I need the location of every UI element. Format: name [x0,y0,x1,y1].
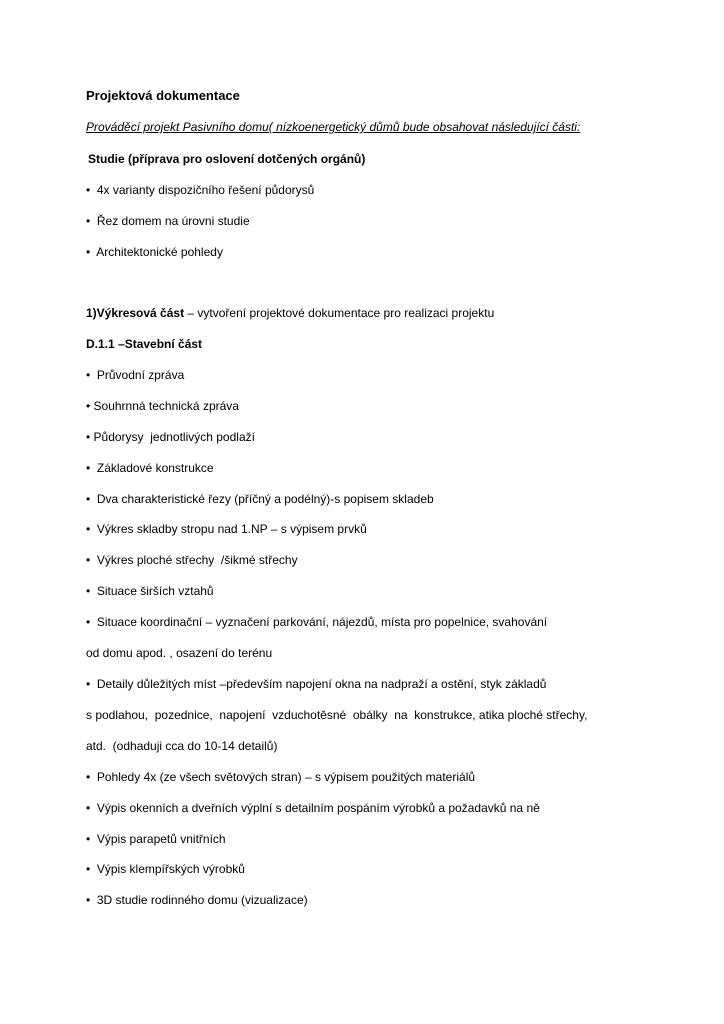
list-item: • Pohledy 4x (ze všech světových stran) – s výpisem použitých materiálů [86,770,476,784]
list-item: • 3D studie rodinného domu (vizualizace) [86,893,308,907]
list-item-continuation: s podlahou, pozednice, napojení vzduchotěsné obálky na konstrukce, atika ploché střechy, [86,708,588,722]
studie-item: • 4x varianty dispozičního řešení půdorysů [86,183,315,197]
list-item-continuation: od domu apod. , osazení do terénu [86,646,273,660]
list-item: • Půdorysy jednotlivých podlaží [86,430,255,444]
list-item: • Výpis parapetů vnitřních [86,832,226,846]
vykresova-line [86,306,494,320]
list-item: • Detaily důležitých míst –především napojení okna na nadpraží a ostění, styk základů [86,677,547,691]
list-item: • Výkres skladby stropu nad 1.NP – s výpisem prvků [86,522,367,536]
document-title: Projektová dokumentace [86,88,240,103]
studie-item: • Řez domem na úrovni studie [86,214,250,228]
list-item: • Dva charakteristické řezy (příčný a podélný)-s popisem skladeb [86,492,434,506]
list-item: • Výpis okenních a dveřních výplní s detailním pospáním výrobků a požadavků na ně [86,801,540,815]
studie-item: • Architektonické pohledy [86,245,223,259]
list-item-continuation: atd. (odhaduji cca do 10-14 detailů) [86,739,278,753]
list-item: • Situace koordinační – vyznačení parkování, nájezdů, místa pro popelnice, svahování [86,615,548,629]
list-item: • Průvodní zpráva [86,368,185,382]
section-heading-d11: D.1.1 –Stavební část [86,337,203,351]
list-item: • Základové konstrukce [86,461,214,475]
list-item: • Výkres ploché střechy /šikmé střechy [86,553,298,567]
studie-heading: Studie (příprava pro oslovení dotčených orgánů) [88,152,366,166]
intro-line: Prováděcí projekt Pasivního domu( nízkoenergetický důmů bude obsahovat následující části: [86,120,581,134]
list-item: • Situace širších vztahů [86,584,214,598]
list-item: • Souhrnná technická zpráva [86,399,239,413]
list-item: • Výpis klempířských výrobků [86,862,245,876]
vykresova-description: – vytvoření projektové dokumentace pro realizaci projektu [184,306,495,320]
vykresova-heading: 1)Výkresová část [86,306,185,320]
